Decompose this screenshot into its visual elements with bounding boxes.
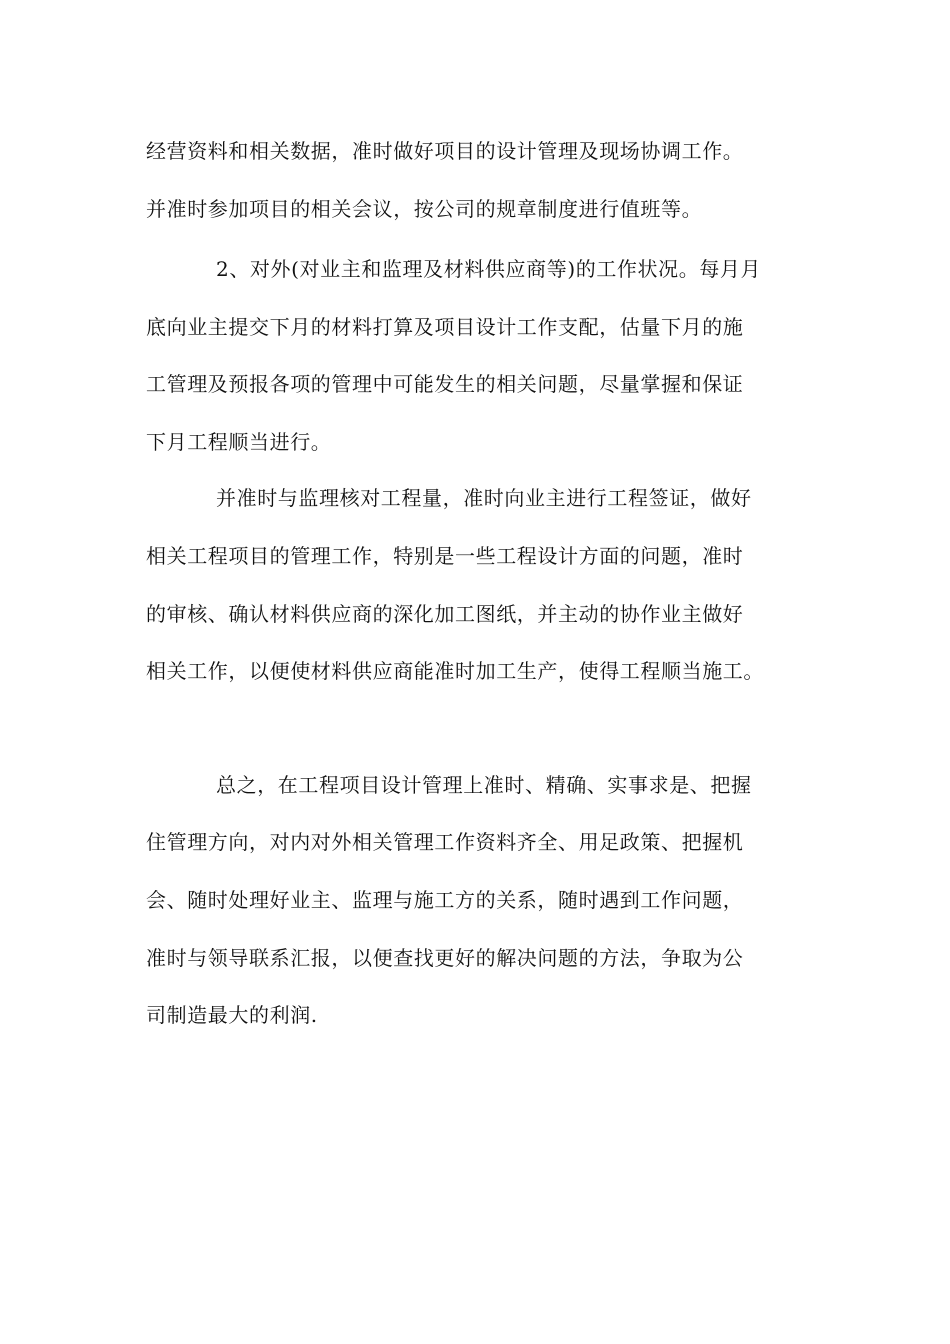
paragraph-line: 相关工程项目的管理工作，特别是一些工程设计方面的问题，准时 bbox=[146, 544, 744, 568]
paragraph-line: 相关工作，以便使材料供应商能准时加工生产，使得工程顺当施工。 bbox=[146, 659, 764, 683]
paragraph-line: 并准时与监理核对工程量，准时向业主进行工程签证，做好 bbox=[216, 486, 752, 510]
paragraph-line: 会、随时处理好业主、监理与施工方的关系，随时遇到工作问题， bbox=[146, 888, 744, 912]
paragraph-line: 总之，在工程项目设计管理上准时、精确、实事求是、把握 bbox=[216, 773, 752, 797]
paragraph-line: 经营资料和相关数据，准时做好项目的设计管理及现场协调工作。 bbox=[146, 139, 744, 163]
paragraph-line: 准时与领导联系汇报，以便查找更好的解决问题的方法，争取为公 bbox=[146, 946, 744, 970]
paragraph-line: 底向业主提交下月的材料打算及项目设计工作支配，估量下月的施 bbox=[146, 315, 744, 339]
paragraph-line: 下月工程顺当进行。 bbox=[146, 430, 332, 454]
paragraph-line: 住管理方向，对内对外相关管理工作资料齐全、用足政策、把握机 bbox=[146, 830, 744, 854]
paragraph-line: 2、对外(对业主和监理及材料供应商等)的工作状况。每月月 bbox=[216, 257, 762, 281]
paragraph-line: 并准时参加项目的相关会议，按公司的规章制度进行值班等。 bbox=[146, 197, 703, 221]
paragraph-line: 的审核、确认材料供应商的深化加工图纸，并主动的协作业主做好 bbox=[146, 602, 744, 626]
paragraph-line: 司制造最大的利润. bbox=[146, 1003, 318, 1027]
paragraph-line: 工管理及预报各项的管理中可能发生的相关问题，尽量掌握和保证 bbox=[146, 372, 744, 396]
